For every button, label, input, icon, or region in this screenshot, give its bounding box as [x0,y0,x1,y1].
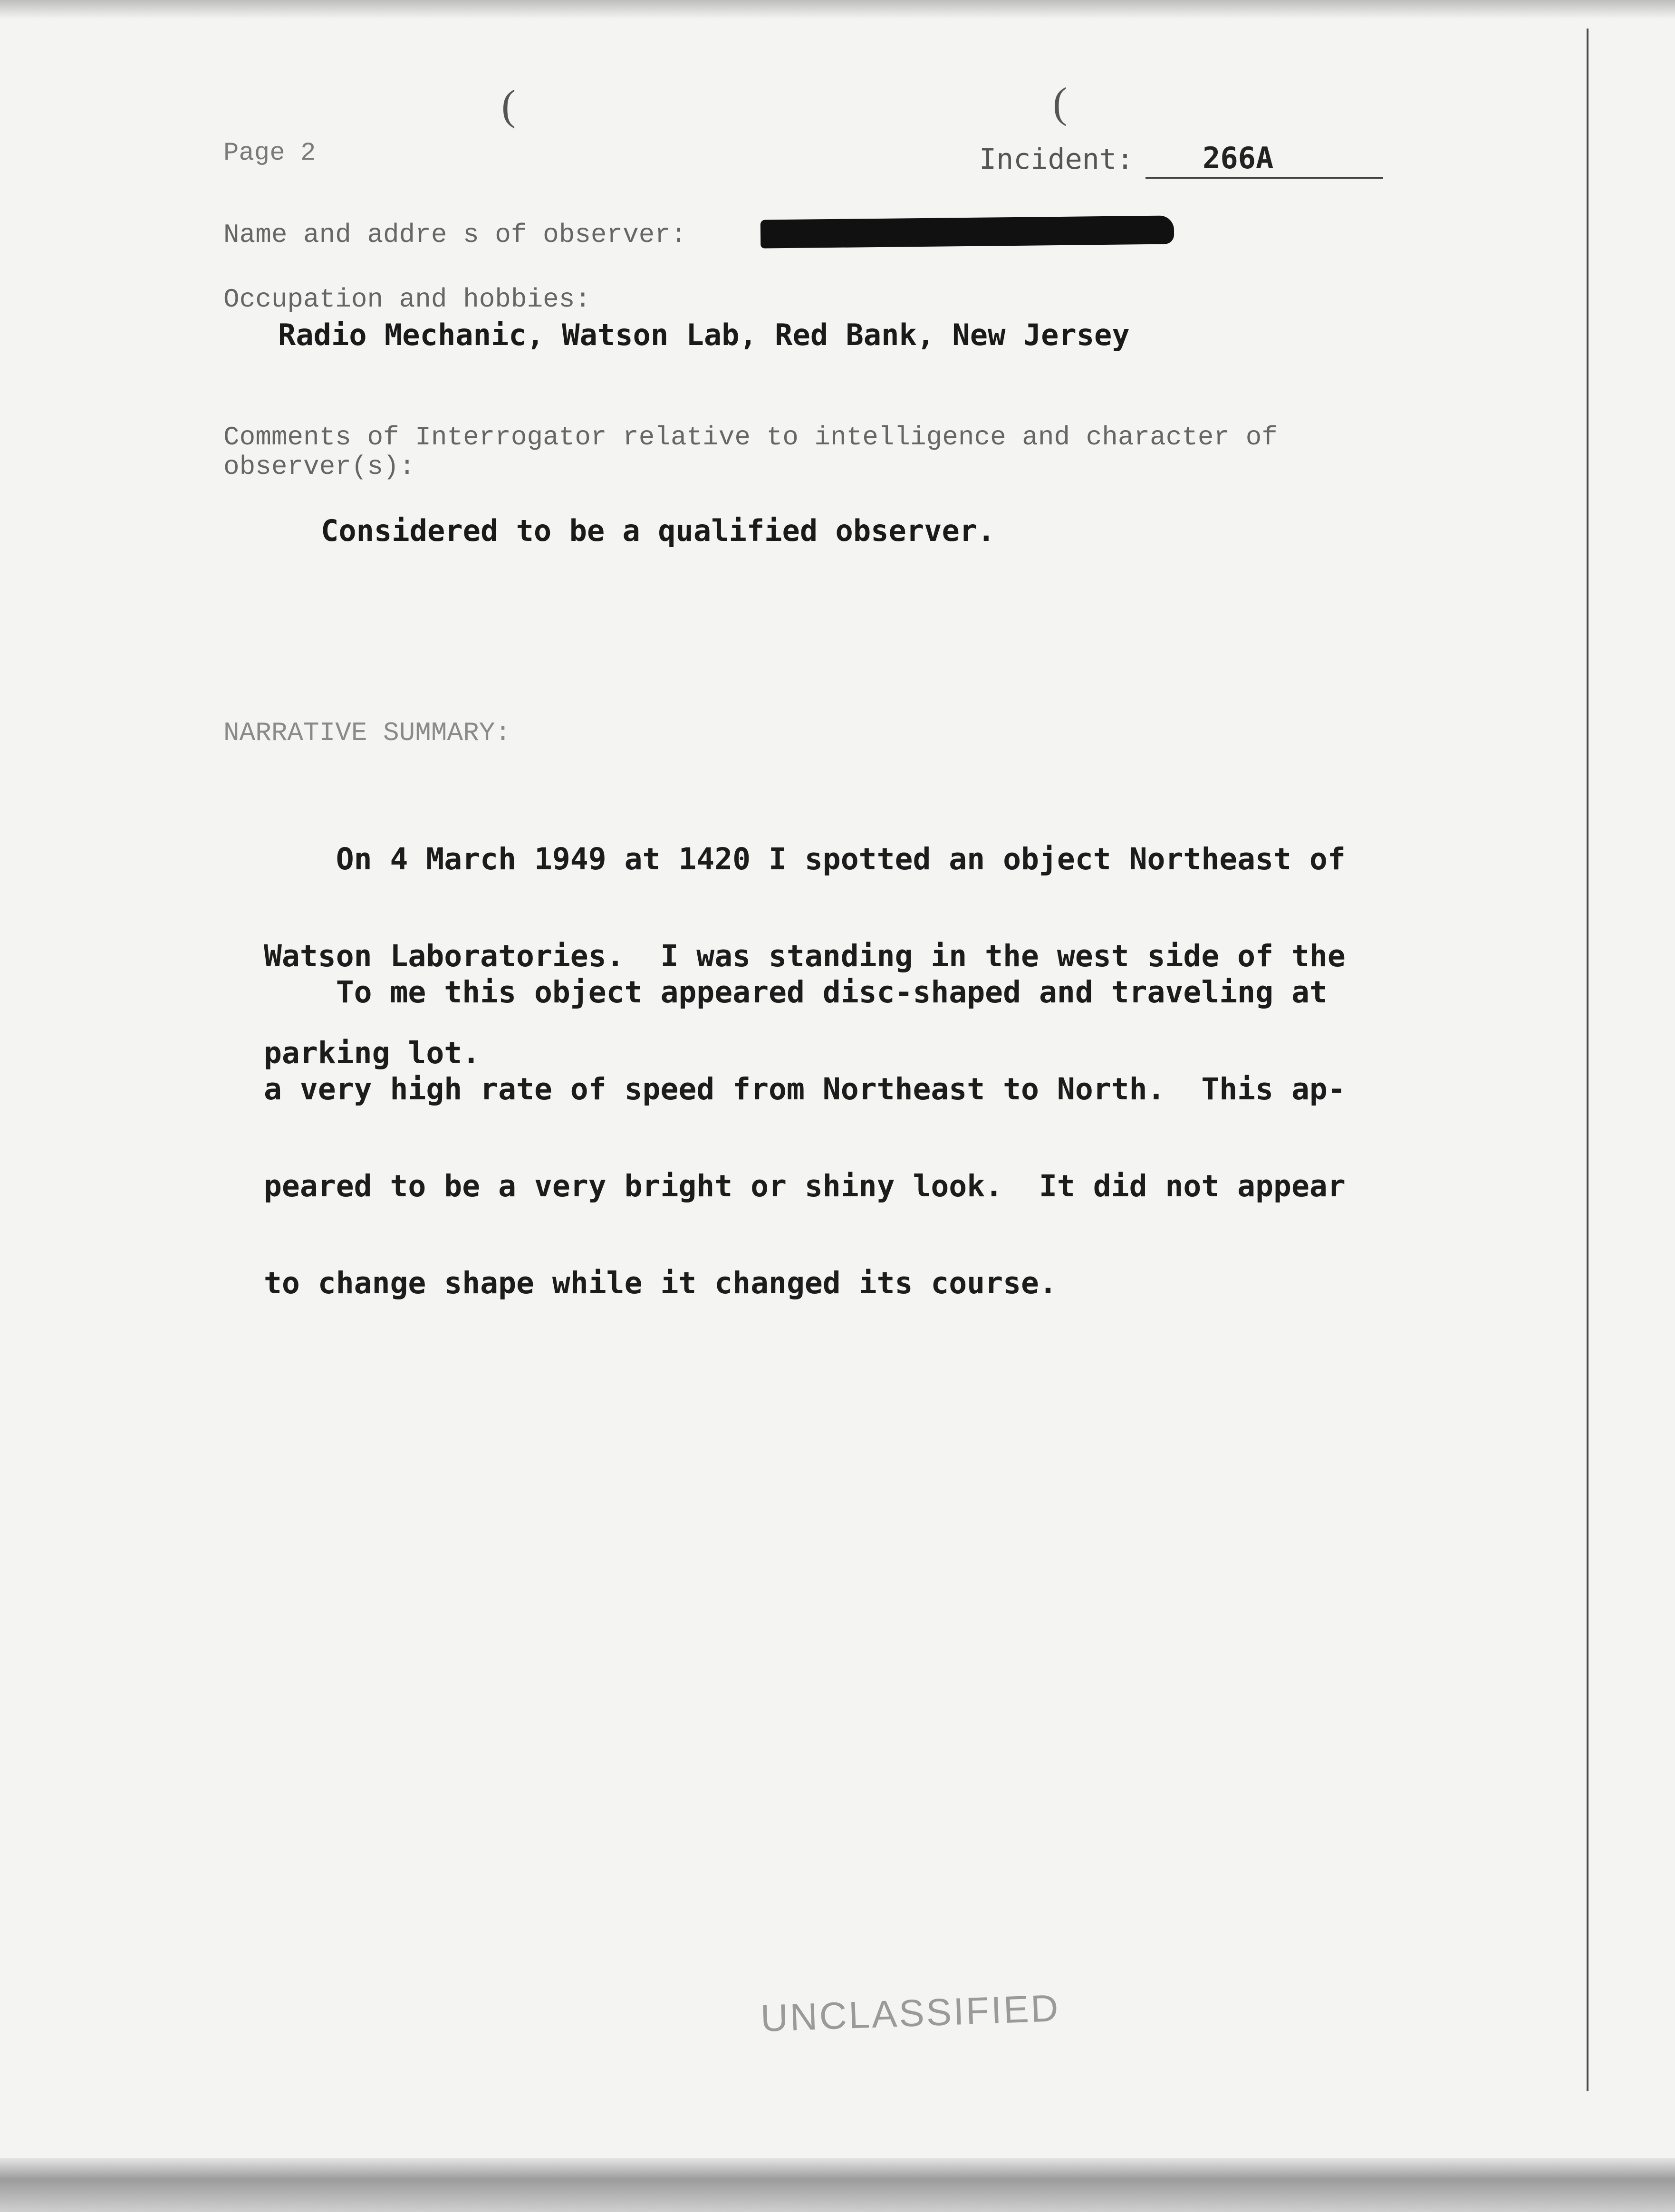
narrative-p2-line: to change shape while it changed its course. [264,1266,1057,1300]
punch-mark-left: ( [501,82,516,129]
page-number: Page 2 [223,139,316,168]
interrogator-label-line1: Comments of Interrogator relative to intelligence and character of [223,422,1278,452]
classification-stamp: UNCLASSIFIED [760,1987,1061,2039]
narrative-p2-line: a very high rate of speed from Northeast to North. This ap- [264,1072,1346,1106]
narrative-p2-line: peared to be a very bright or shiny look. It did not appear [264,1169,1346,1203]
redacted-name [760,215,1174,248]
occupation-value: Radio Mechanic, Watson Lab, Red Bank, New Jersey [278,317,1130,352]
interrogator-label-line2: observer(s): [223,452,415,482]
incident-underline [1146,177,1383,179]
punch-mark-right: ( [1053,79,1067,126]
narrative-heading: NARRATIVE SUMMARY: [223,718,511,748]
occupation-label: Occupation and hobbies: [223,284,591,315]
scan-top-shadow [0,0,1675,19]
incident-number: 266A [1203,141,1274,175]
narrative-p1-line: Watson Laboratories. I was standing in the west side of the [264,939,1346,973]
observer-name-label: Name and addre s of observer: [223,220,687,250]
incident-label: Incident: [979,143,1134,176]
narrative-p1-line: On 4 March 1949 at 1420 I spotted an object Northeast of [264,842,1346,876]
scan-right-edge [1587,29,1588,2091]
narrative-p1-line: parking lot. [264,1036,481,1070]
interrogator-comment: Considered to be a qualified observer. [321,513,995,548]
narrative-paragraph-2 [264,912,1346,1364]
narrative-p2-line: To me this object appeared disc-shaped and traveling at [264,975,1328,1010]
scan-bottom-band [0,2158,1675,2212]
